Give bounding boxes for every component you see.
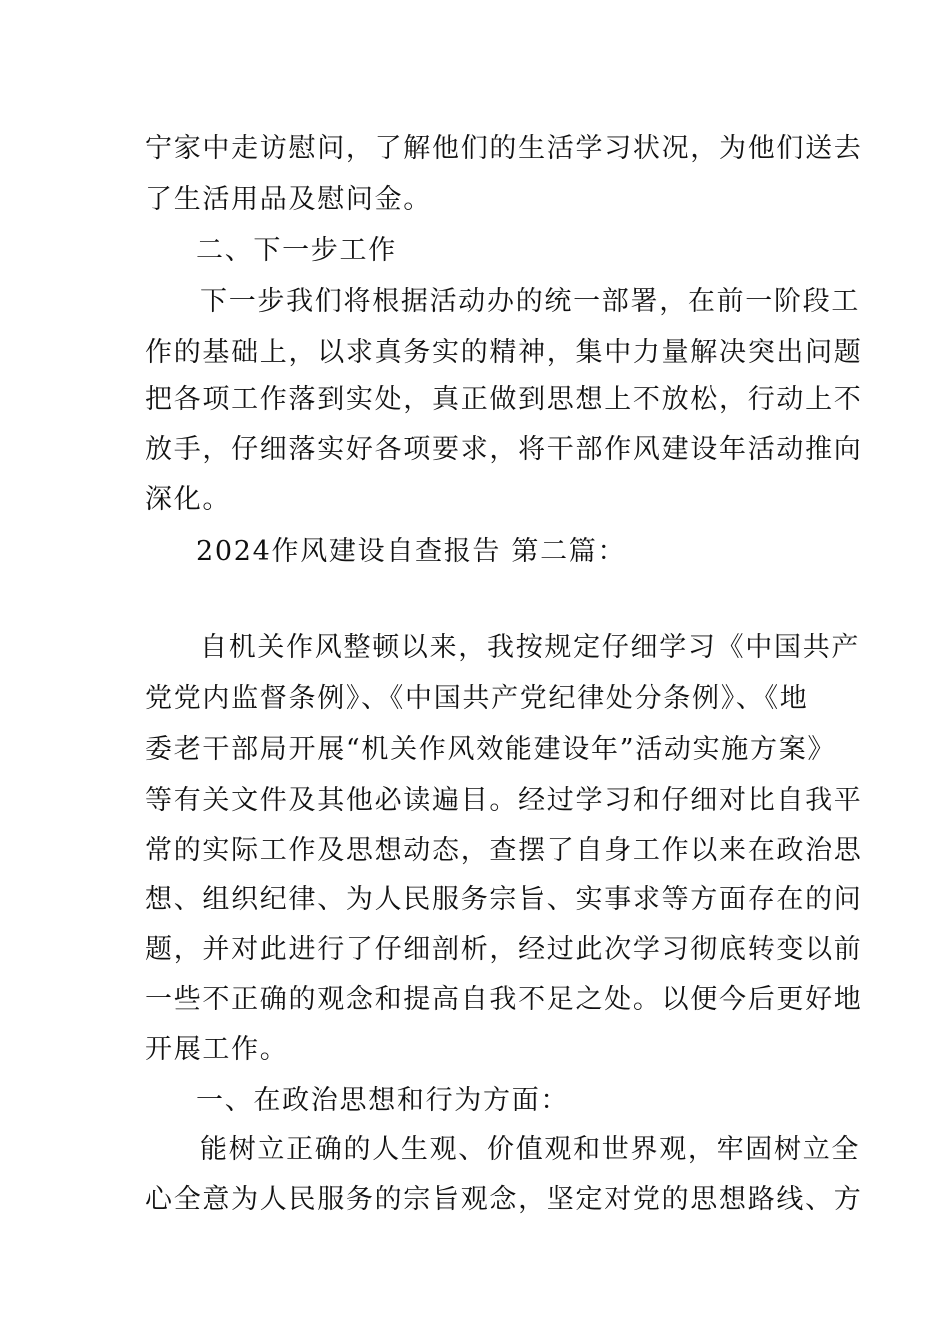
text-line: 委老干部局开展“机关作风效能建设年”活动实施方案》	[145, 734, 837, 765]
document-title: 2024作风建设自查报告 第二篇：	[196, 536, 627, 567]
text-line: 心全意为人民服务的宗旨观念，坚定对党的思想路线、方	[145, 1184, 863, 1215]
text-line: 一些不正确的观念和提高自我不足之处。以便今后更好地	[145, 984, 863, 1015]
text-line: 了生活用品及慰问金。	[145, 184, 432, 215]
text-line: 能树立正确的人生观、价值观和世界观，牢固树立全	[200, 1134, 861, 1165]
text-line: 想、组织纪律、为人民服务宗旨、实事求等方面存在的问	[145, 884, 863, 915]
text-line: 党党内监督条例》、《中国共产党纪律处分条例》、《地	[145, 683, 809, 714]
text-line: 放手，仔细落实好各项要求，将干部作风建设年活动推向	[145, 434, 863, 465]
text-line: 开展工作。	[145, 1034, 289, 1065]
text-line: 自机关作风整顿以来，我按规定仔细学习《中国共产	[200, 632, 861, 663]
text-line: 作的基础上，以求真务实的精神，集中力量解决突出问题	[145, 337, 863, 368]
text-line: 等有关文件及其他必读遍目。经过学习和仔细对比自我平	[145, 785, 863, 816]
text-line: 宁家中走访慰问，了解他们的生活学习状况，为他们送去	[145, 133, 863, 164]
text-line: 深化。	[145, 484, 232, 515]
text-line: 下一步我们将根据活动办的统一部署，在前一阶段工	[200, 286, 861, 317]
text-line: 常的实际工作及思想动态，查摆了自身工作以来在政治思	[145, 835, 863, 866]
text-line: 题，并对此进行了仔细剖析，经过此次学习彻底转变以前	[145, 934, 863, 965]
section-heading: 一、在政治思想和行为方面：	[196, 1085, 570, 1116]
section-heading: 二、下一步工作	[196, 235, 397, 266]
text-line: 把各项工作落到实处，真正做到思想上不放松，行动上不	[145, 384, 863, 415]
